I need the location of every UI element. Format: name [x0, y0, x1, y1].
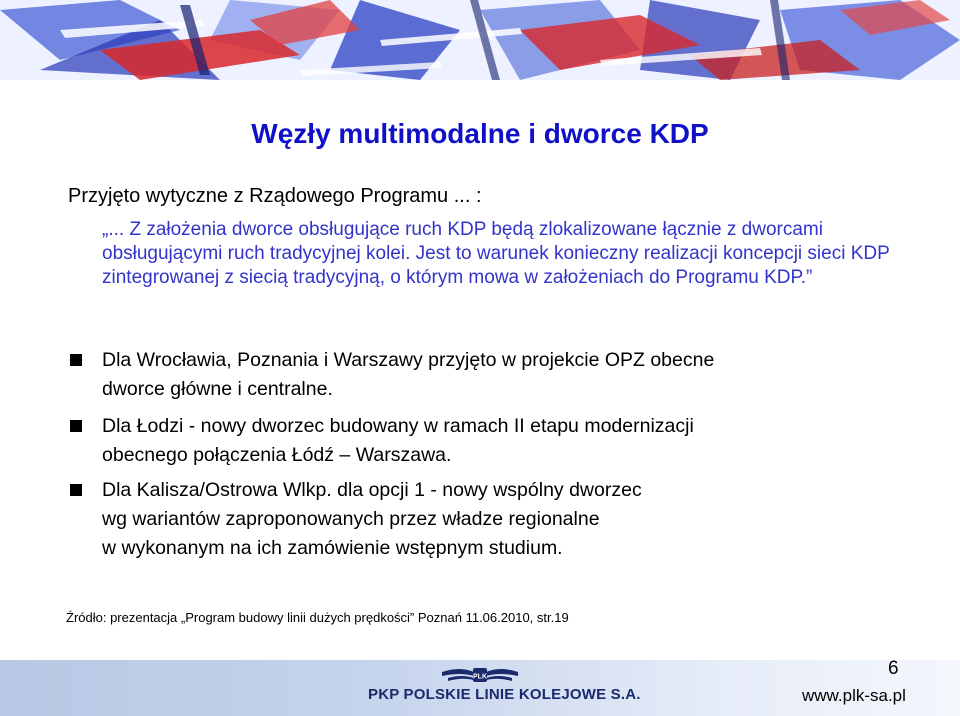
logo-lettering: PLK — [473, 673, 487, 681]
bullet-line: w wykonanym na ich zamówienie wstępnym studium. — [102, 537, 563, 559]
square-bullet-icon — [70, 484, 82, 496]
square-bullet-icon — [70, 420, 82, 432]
bullet-item-lodz — [70, 412, 870, 470]
plk-winged-logo-icon — [440, 664, 520, 686]
square-bullet-icon — [70, 354, 82, 366]
slide-title: Węzły multimodalne i dworce KDP — [251, 118, 709, 149]
bullet-item-kalisz — [70, 476, 870, 563]
intro-text: Przyjęto wytyczne z Rządowego Programu ... : — [68, 185, 482, 207]
bullet-text — [70, 412, 870, 470]
page-number: 6 — [888, 658, 899, 679]
bullet-line: obecnego połączenia Łódź – Warszawa. — [102, 444, 452, 466]
website-url: www.plk-sa.pl — [802, 686, 906, 705]
program-quote: „... Z założenia dworce obsługujące ruch KDP będą zlokalizowane łącznie z dworcami obsługującymi ruch tradycyjnej kolei. Jest to warunek konieczny realizacji koncepcji sieci KDP zintegrowanej z siecią tradycyjną, o którym mowa w założeniach do Programu KDP.” — [102, 219, 890, 288]
bullet-line: Dla Łodzi - nowy dworzec budowany w ramach II etapu modernizacji — [102, 415, 694, 437]
source-citation: Źródło: prezentacja „Program budowy linii dużych prędkości” Poznań 11.06.2010, str.19 — [66, 610, 569, 625]
banner-illustration — [0, 0, 960, 80]
bullet-item-wroclaw — [70, 346, 870, 404]
bullet-line: Dla Kalisza/Ostrowa Wlkp. dla opcji 1 - nowy wspólny dworzec — [102, 479, 642, 501]
company-name: PKP POLSKIE LINIE KOLEJOWE S.A. — [368, 686, 641, 703]
bullet-text — [70, 346, 870, 404]
bullet-line: dworce główne i centralne. — [102, 378, 333, 400]
bullet-line: wg wariantów zaproponowanych przez władze regionalne — [102, 508, 600, 530]
header-banner-artwork — [0, 0, 960, 80]
bullet-line: Dla Wrocławia, Poznania i Warszawy przyjęto w projekcie OPZ obecne — [102, 349, 715, 371]
bullet-text — [70, 476, 870, 563]
